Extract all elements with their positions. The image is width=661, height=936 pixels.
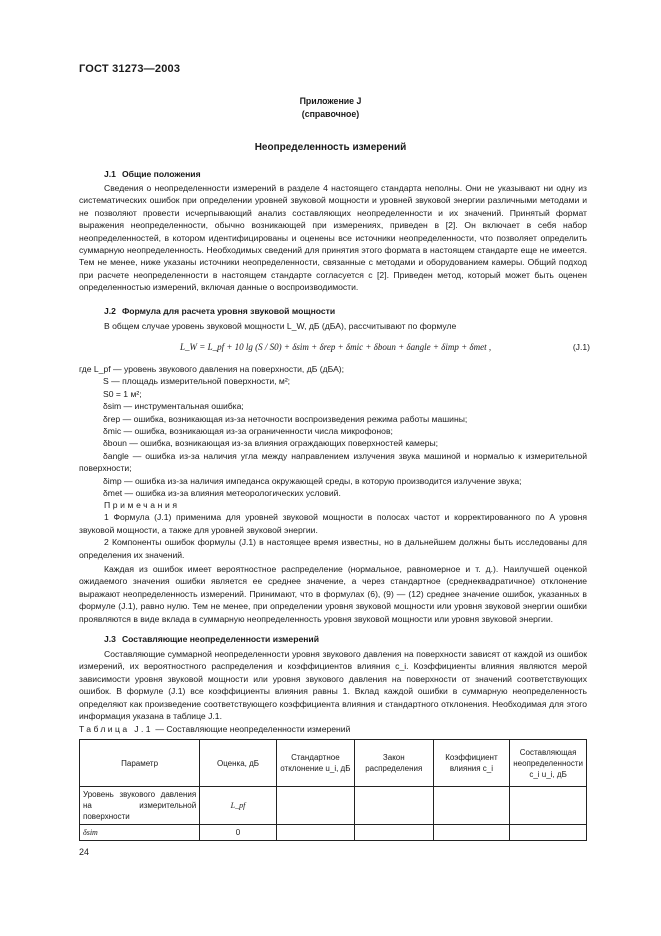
table-cell [433, 787, 510, 825]
legend-intro: где L_pf — уровень звукового давления на поверхности, дБ (дБА); [79, 364, 345, 374]
legend-item: S — площадь измерительной поверхности, м²; [103, 376, 291, 387]
formula-legend [79, 363, 587, 499]
legend-item: δangle — ошибка из-за наличия угла между направлением излучения звука машиной и нормалью к измерительной поверхности; [79, 450, 587, 474]
legend-item: δmet — ошибка из-за влияния метеорологических условий. [103, 488, 341, 499]
section-number: J.1 [104, 169, 116, 179]
column-header: Закон распределения [354, 740, 433, 787]
paragraph-distribution [79, 563, 587, 625]
section-number: J.2 [104, 306, 116, 316]
formula-j1 [180, 341, 590, 353]
paragraph-components [79, 648, 587, 722]
formula-text: L_W = L_pf + 10 lg (S / S0) + δsim + δrep + δmic + δboun + δangle + δimp + δmet , [180, 342, 492, 352]
paragraph-text: Каждая из ошибок имеет вероятностное распределение (нормальное, равномерное и т. д.). Наилучшей оценкой ожидаемого значения ошибки является ее среднее значение, а через стандартное (среднеквадратичное) отклонение выражают неопределенность измерений. Принимают, что в формулах (6), (9) — (12) среднее значение ошибок, указанных в формуле (J.1), равно нулю. Тем не менее, при определении уровня звуковой мощности или уровня звуковой энергии ошибки проявляются в виде вклада в суммарную неопределенность уровня звуковой мощности или уровня звуковой энергии. [79, 564, 587, 624]
table-header-row [80, 740, 587, 787]
legend-item: δimp — ошибка из-за наличия импеданса окружающей среды, в которую производится излучение звука; [103, 475, 522, 486]
page-number: 24 [79, 847, 90, 857]
legend-item: S0 = 1 м²; [103, 388, 142, 399]
table-cell [354, 825, 433, 841]
column-header: Оценка, дБ [200, 740, 277, 787]
annex-heading: Неопределенность измерений [254, 142, 407, 153]
column-header: Стандартное отклонение u_i, дБ [276, 740, 354, 787]
table-cell: Уровень звукового давления на измерительной поверхности [80, 787, 200, 825]
paragraph-general [79, 182, 587, 294]
note-2: 2 Компоненты ошибок формулы (J.1) в настоящее время известны, но в дальнейшем должны быть исследованы для определения их значений. [79, 537, 587, 560]
table-cell [276, 787, 354, 825]
table-row [80, 787, 587, 825]
annex-subtitle: (справочное) [301, 109, 360, 119]
column-header: Составляющая неопределенности c_i u_i, дБ [510, 740, 587, 787]
paragraph-text: Сведения о неопределенности измерений в разделе 4 настоящего стандарта неполны. Они не указывают ни одну из систематических ошибок при определении уровней звуковой мощности и уровней звуковой энергии различными методами и не позволяют провести исчерпывающий анализ составляющих неопределенности и их значений. Принятый формат выражения неопределенности, обычно возникающей при измерениях, приведен в [2]. Он включает в себя набор неопределенностей, в котором идентифицированы и оценены все источники неопределенности, что позволяет определить суммарную неопределенность. Необходимых сведений для принятия этого формата в настоящем стандарте еще не имеется. Тем не менее, ниже указаны источники неопределенности, связанные с методами и оборудованием камеры. Общий подход при расчете неопределенности в настоящем стандарте согласуется с [2]. Приведен метод, который может быть оценен определенностью измерений, включая данные о воспроизводимости. [79, 183, 587, 293]
legend-item: δmic — ошибка, возникающая из-за ограниченности числа микрофонов; [103, 426, 393, 437]
legend-item: δsim — инструментальная ошибка; [103, 401, 244, 412]
notes-block [79, 499, 587, 561]
column-header: Коэффициент влияния c_i [433, 740, 510, 787]
paragraph-text: В общем случае уровень звуковой мощности L_W, дБ (дБА), рассчитывают по формуле [104, 321, 457, 331]
table-caption-label: Таблица J.1 [79, 724, 153, 734]
standard-header: ГОСТ 31273—2003 [79, 63, 181, 75]
section-heading-j2 [104, 305, 335, 317]
table-caption-text: — Составляющие неопределенности измерений [152, 724, 351, 734]
table-cell [510, 825, 587, 841]
notes-title: Примечания [104, 500, 180, 510]
legend-item: δrep — ошибка, возникающая из-за неточности воспроизведения режима работы машины; [103, 413, 468, 424]
formula-number: (J.1) [572, 342, 590, 352]
section-heading-j3 [104, 633, 319, 645]
section-number: J.3 [104, 634, 116, 644]
table-cell [276, 825, 354, 841]
table-cell [510, 787, 587, 825]
paragraph-formula-intro [79, 320, 587, 332]
table-caption [79, 723, 350, 735]
legend-item: δboun — ошибка, возникающая из-за влияния ограждающих поверхностей камеры; [103, 438, 439, 449]
section-title: Общие положения [121, 169, 201, 179]
table-cell: 0 [200, 825, 277, 841]
section-heading-j1 [104, 168, 201, 180]
paragraph-text: Составляющие суммарной неопределенности уровня звукового давления на поверхности зависят от каждой из ошибок измерений, их вероятностного распределения и коэффициентов влияния c_i. Коэффициенты влияния являются мерой зависимости уровня звуковой мощности или уровня звукового давления на поверхности от значений соответствующих ошибок. В формуле (J.1) все коэффициенты влияния равны 1. Вклад каждой ошибки в суммарную неопределенность определяют как произведение соответствующего коэффициента влияния и стандартного отклонения. Необходимая для этого информация указана в таблице J.1. [79, 649, 587, 722]
table-cell [433, 825, 510, 841]
annex-title: Приложение J [299, 96, 362, 106]
section-title: Формула для расчета уровня звуковой мощности [121, 306, 336, 316]
table-cell: L_pf [200, 787, 277, 825]
section-title: Составляющие неопределенности измерений [121, 634, 319, 644]
table-cell: δsim [80, 825, 200, 841]
note-1: 1 Формула (J.1) применима для уровней звуковой мощности в полосах частот и корректированного по A уровня звуковой мощности, а также для уровней звуковой энергии. [79, 512, 587, 535]
table-cell [354, 787, 433, 825]
column-header: Параметр [80, 740, 200, 787]
table-row [80, 825, 587, 841]
uncertainty-table [79, 739, 587, 841]
